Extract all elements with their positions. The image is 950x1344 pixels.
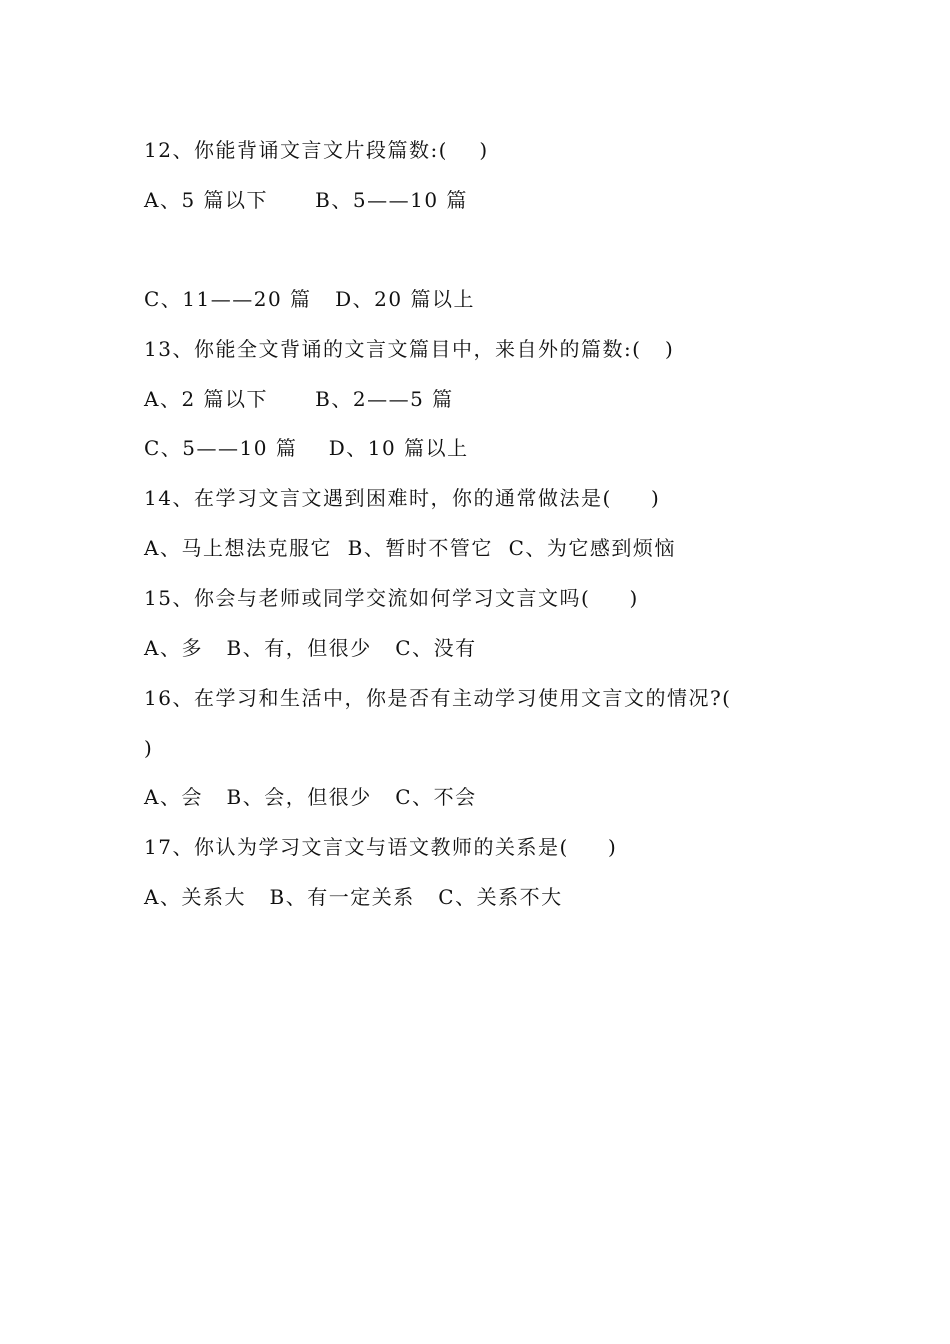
question-16: 16、在学习和生活中，你是否有主动学习使用文言文的情况?(: [144, 686, 732, 710]
question-13-options-cd: C、5——10 篇 D、10 篇以上: [144, 436, 469, 460]
question-16-options: A、会 B、会，但很少 C、不会: [144, 785, 477, 809]
question-16-continuation: ): [144, 736, 154, 760]
question-12: 12、你能背诵文言文片段篇数:( ): [144, 138, 489, 162]
question-13: 13、你能全文背诵的文言文篇目中，来自外的篇数:( ): [144, 337, 675, 361]
question-12-options-ab: A、5 篇以下 B、5——10 篇: [144, 188, 468, 212]
question-15: 15、你会与老师或同学交流如何学习文言文吗( ): [144, 586, 639, 610]
question-12-options-cd: C、11——20 篇 D、20 篇以上: [144, 287, 475, 311]
question-15-options: A、多 B、有，但很少 C、没有: [144, 636, 477, 660]
question-14-options: A、马上想法克服它 B、暂时不管它 C、为它感到烦恼: [144, 536, 676, 560]
question-14: 14、在学习文言文遇到困难时，你的通常做法是( ): [144, 486, 661, 510]
question-17: 17、你认为学习文言文与语文教师的关系是( ): [144, 835, 618, 859]
question-17-options: A、关系大 B、有一定关系 C、关系不大: [144, 885, 563, 909]
question-13-options-ab: A、2 篇以下 B、2——5 篇: [144, 387, 454, 411]
